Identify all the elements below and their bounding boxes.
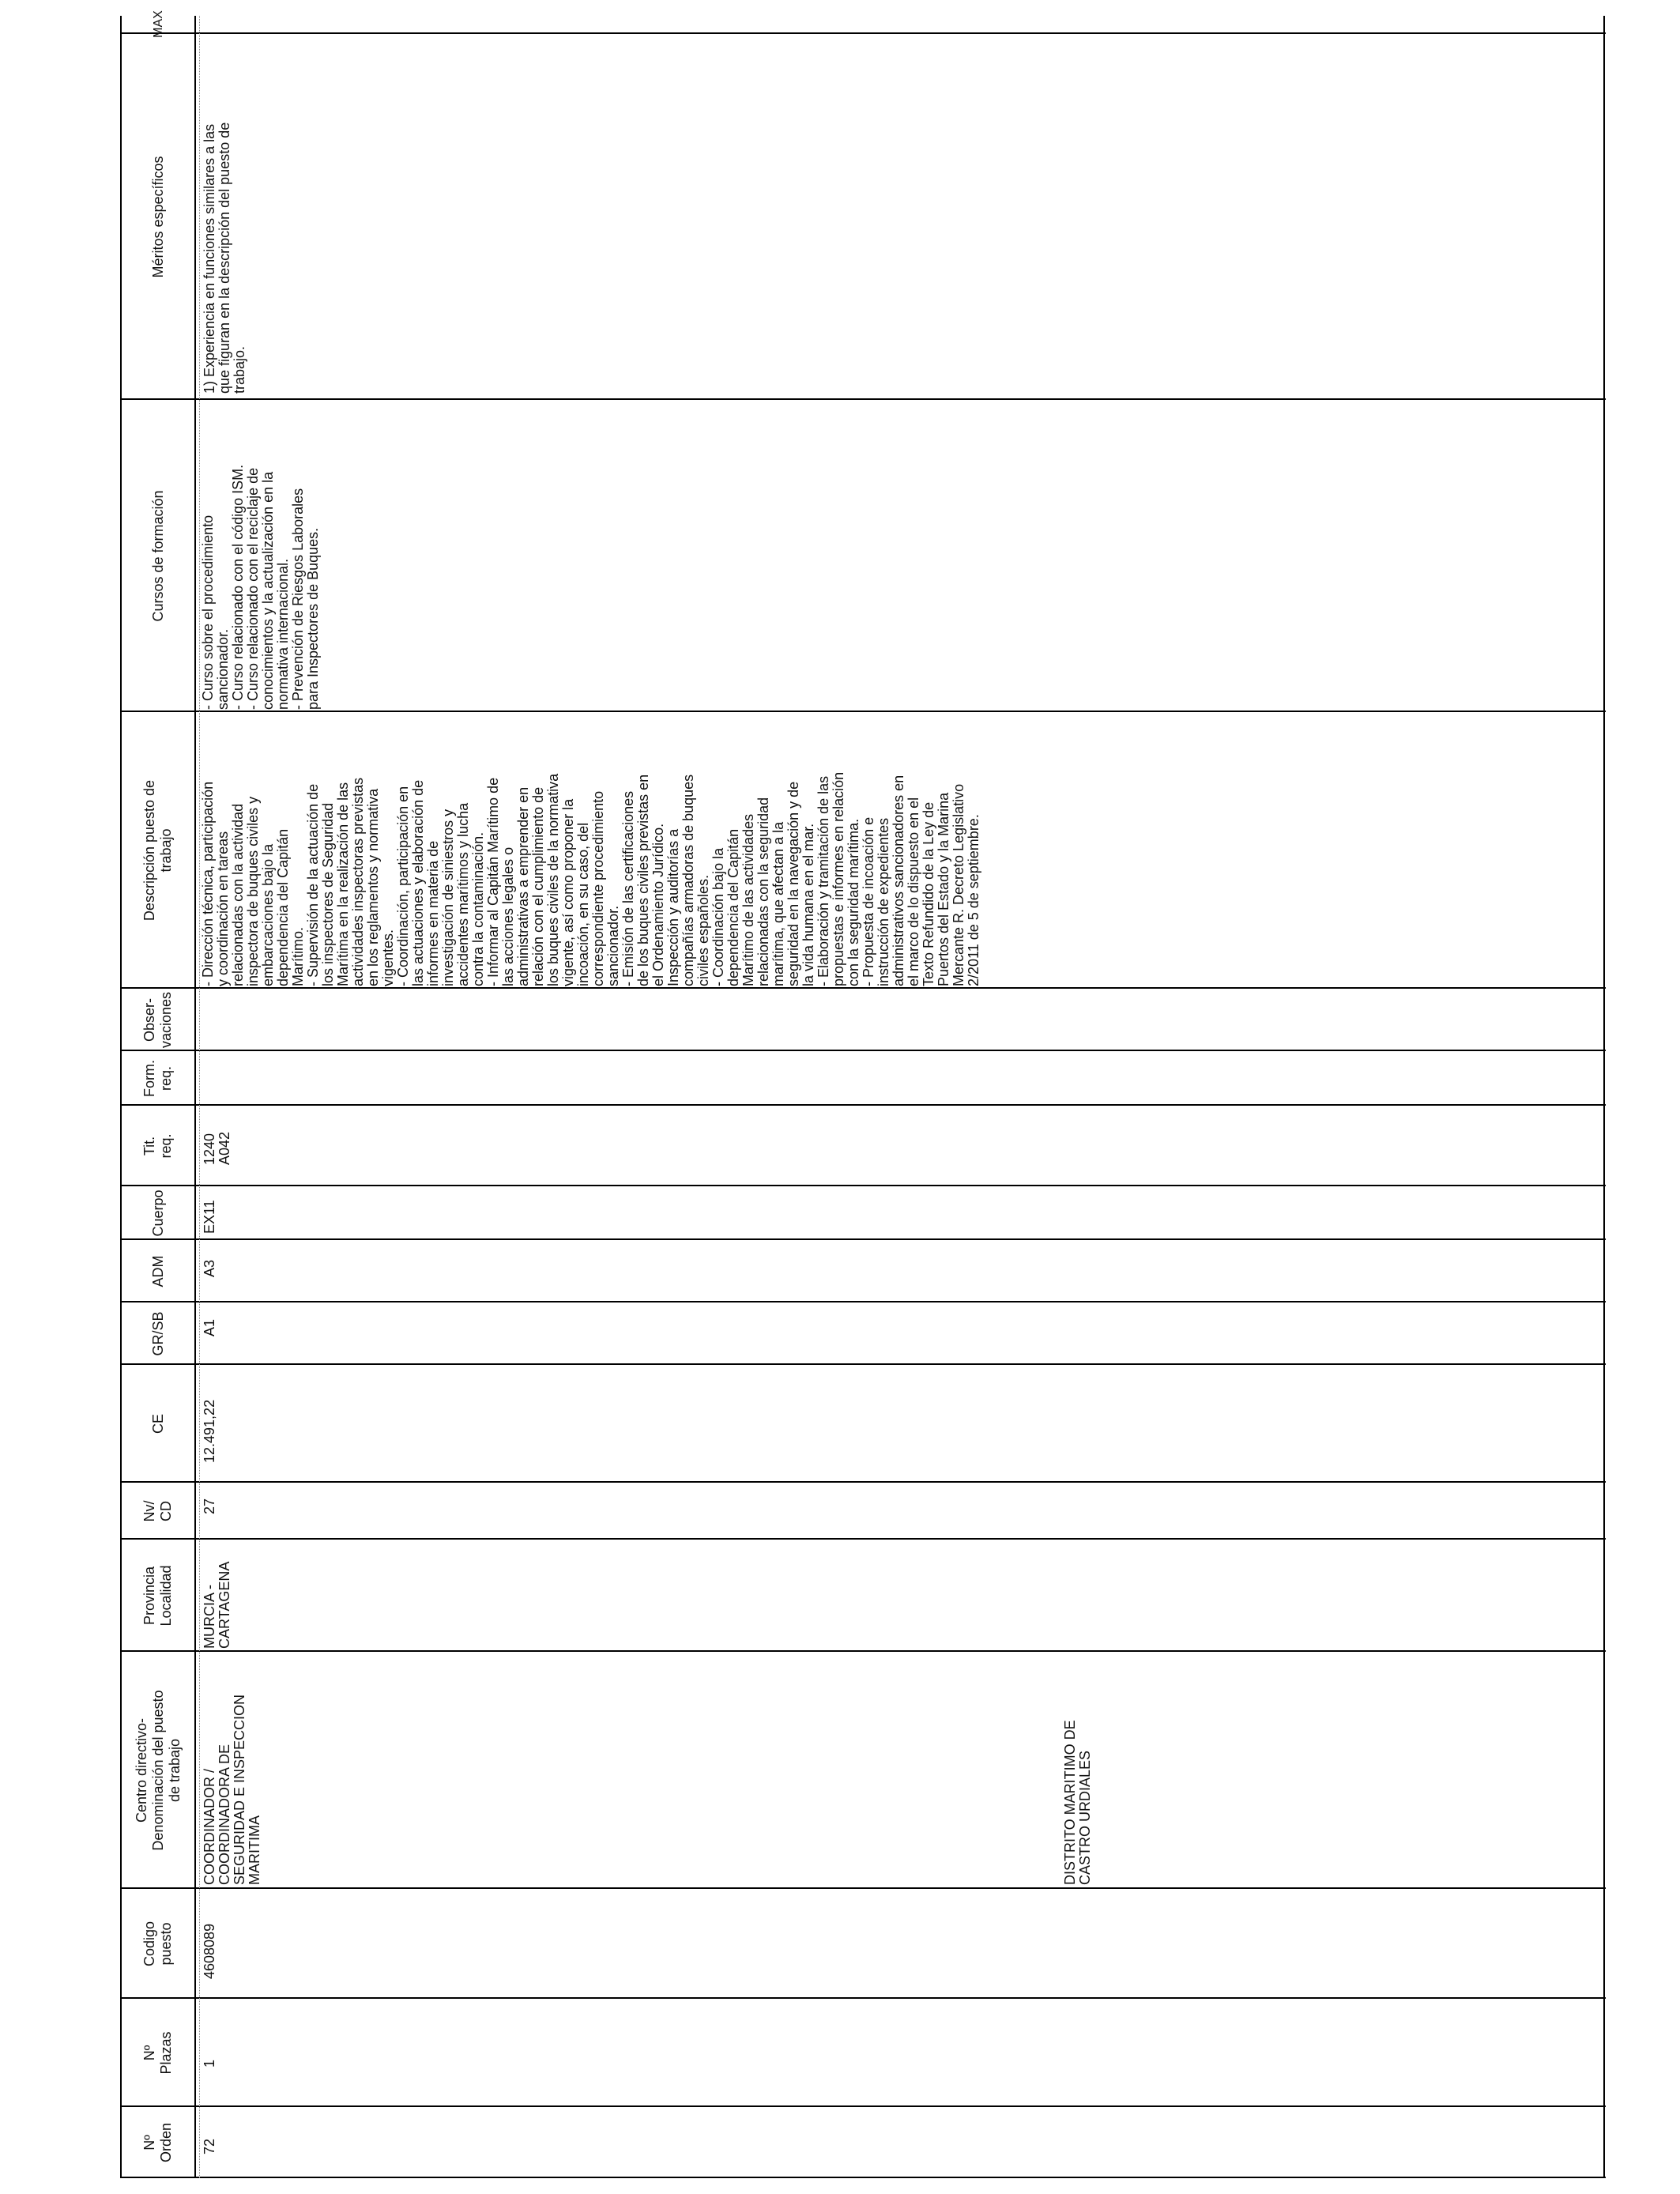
column-divider: [120, 1238, 1606, 1240]
header-codigo: Codigo puesto: [141, 1921, 174, 1967]
header-plazas: Nº Plazas: [141, 2031, 174, 2075]
column-divider: [120, 1185, 1606, 1186]
column-divider: [120, 1050, 1606, 1051]
job-table: [120, 10, 1606, 2178]
column-divider: [120, 1887, 1606, 1889]
column-divider: [120, 1301, 1606, 1302]
cell-centro: COORDINADOR / COORDINADORA DE SEGURIDAD E INSPECCION MARITIMA: [202, 1694, 262, 1885]
header-grupo: GR/SB: [149, 1311, 166, 1356]
header-max: MAX: [151, 10, 165, 38]
column-divider: [120, 1997, 1606, 1999]
column-divider: [120, 32, 1606, 34]
header-centro: Centro directivo- Denominación del puesto de trabajo: [133, 1690, 183, 1851]
header-cursos: Cursos de formación: [149, 490, 166, 622]
header-provincia: Provincia Localidad: [141, 1565, 174, 1627]
column-divider: [120, 1538, 1606, 1540]
cell-grupo: A1: [202, 1318, 217, 1336]
header-nivel: Nv/ CD: [141, 1500, 174, 1522]
cell-cursos: - Curso sobre el procedimiento sancionador. - Curso relacionado con el código ISM. - Curso relacionado con el reciclaje de conocimientos y la actualización en la normativa internacional. - Prevención de Riesgos Laborales para Inspectores de Buques.: [200, 464, 321, 710]
column-divider: [120, 987, 1606, 989]
section-title: DISTRITO MARITIMO DE CASTRO URDIALES: [1062, 1720, 1093, 1885]
header-descripcion: Descripción puesto de trabajo: [141, 779, 174, 922]
cell-orden: 72: [202, 2138, 217, 2154]
table-border-bottom: [1603, 16, 1605, 2178]
column-divider: [120, 1650, 1606, 1652]
column-divider: [120, 398, 1606, 400]
cell-descripcion: - Dirección técnica, participación y coordinación en tareas relacionadas con la actividad inspectora de buques civiles y embarcaciones bajo la dependencia del Capitán Marítimo. - Supervisión de la actuación de los inspectores de Seguridad Marítima en la realización de las actividades inspectoras previstas en los reglamentos y normativa vigentes. - Coordinación, participación en las actuaciones y elaboración de informes en materia de investigación de siniestros y accidentes marítimos y lucha contra la contaminación. - Informar al Capitán Marítimo de las acciones legales o administrativas a emprender en relación con el cumplimiento de los buques civiles de la normativa vigente, así como proponer la incoación, en su caso, del correspondiente procedimiento sancionador. - Emisión de las certificaciones de los buques civiles previstas en el Ordenamiento Jurídico. Inspección y auditorías a compañías armadoras de buques civiles españoles. - Coordinación bajo la dependencia del Capitán Marítimo de las actividades relacionadas con la seguridad marítima, que afectan a la seguridad en la navegación y de la vida humana en el mar. - Elaboración y tramitación de las propuestas e informes en relación con la seguridad marítima. - Propuesta de incoación e instrucción de expedientes administrativos sancionadores en el marco de lo dispuesto en el Texto Refundido de la Ley de Puertos del Estado y la Marina Mercante R. Decreto Legislativo 2/2011 de 5 de septiembre.: [200, 771, 981, 986]
header-adm: ADM: [149, 1255, 166, 1287]
header-observaciones: Obser- vaciones: [141, 991, 174, 1049]
cell-provincia: MURCIA - CARTAGENA: [202, 1561, 232, 1649]
cell-meritos: 1) Experiencia en funciones similares a las que figuran en la descripción del puesto de trabajo.: [202, 122, 247, 394]
cell-titulacion: 1240 A042: [202, 1131, 232, 1165]
column-divider: [120, 1481, 1606, 1483]
column-divider: [120, 2105, 1606, 2107]
cell-nivel: 27: [202, 1498, 217, 1514]
cell-cuerpo: EX11: [202, 1200, 217, 1234]
cell-codigo: 4608089: [202, 1923, 217, 1979]
table-border-left: [120, 2177, 1606, 2178]
row-top-dotted-rule: [199, 16, 200, 2178]
header-orden: Nº Orden: [141, 2122, 174, 2163]
table-border-top: [120, 16, 122, 2178]
header-cuerpo: Cuerpo: [149, 1189, 166, 1237]
header-bottom-rule: [194, 16, 196, 2178]
column-divider: [120, 1104, 1606, 1106]
column-divider: [120, 1363, 1606, 1365]
column-divider: [120, 711, 1606, 712]
cell-adm: A3: [202, 1259, 217, 1277]
header-titulacion: Tit. req.: [141, 1133, 174, 1159]
header-formacion: Form. req.: [141, 1060, 174, 1097]
header-ce: CE: [149, 1414, 166, 1434]
cell-ce: 12.491,22: [202, 1399, 217, 1463]
header-meritos: Méritos específicos: [149, 156, 166, 278]
cell-plazas: 1: [202, 2059, 217, 2068]
